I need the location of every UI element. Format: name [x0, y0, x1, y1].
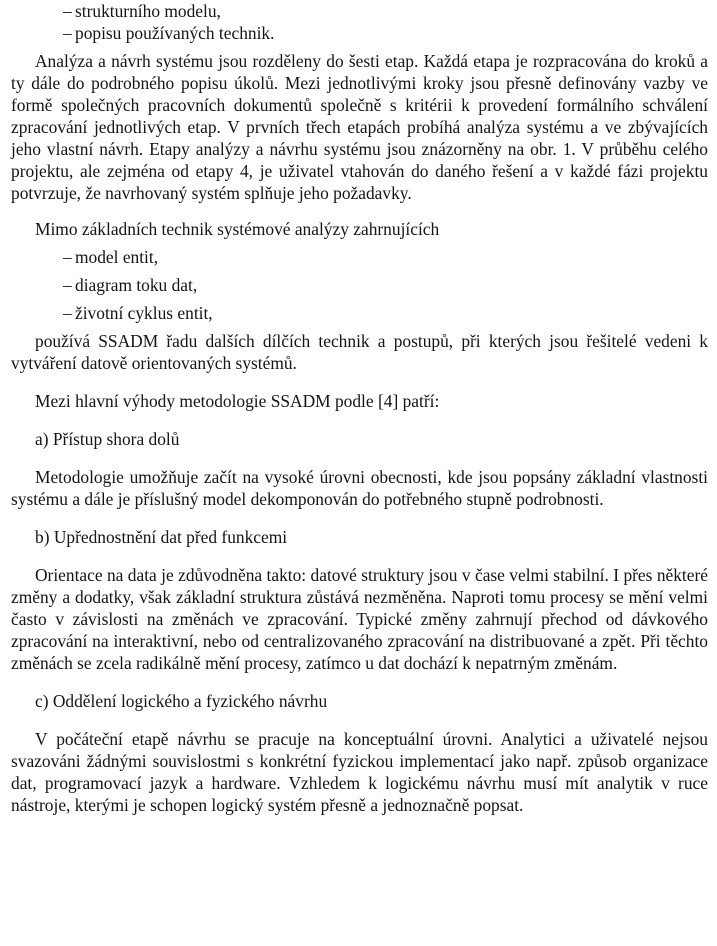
dash-bullet — [63, 0, 72, 22]
document-body — [11, 0, 708, 816]
paragraph-techniques-intro: Mimo základních technik systémové analýzy zahrnujících — [35, 219, 440, 239]
list-item — [11, 246, 708, 268]
section-text-c: V počáteční etapě návrhu se pracuje na konceptuální úrovni. Analytici a uživatelé nejsou svazováni žádnými souvislostmi s konkrétní fyzickou implementací jako např. způsob organizace dat, programovací jazyk a hardware. Vzhledem k logickému návrhu musí mít analytik v ruce nástroje, kterými je schopen logický systém přesně a jednoznačně popsat. — [11, 729, 708, 815]
list-item — [11, 274, 708, 296]
list-item-text: diagram toku dat, — [75, 275, 198, 295]
section-heading-b: b) Upřednostnění dat před funkcemi — [35, 527, 288, 547]
list-item-text: strukturního modelu, — [75, 1, 221, 21]
dash-bullet — [63, 22, 72, 44]
list-item — [11, 22, 708, 44]
dash-bullet — [63, 274, 72, 296]
dash-bullet — [63, 246, 72, 268]
list-item-text: model entit, — [75, 247, 159, 267]
section-heading-c: c) Oddělení logického a fyzického návrhu — [35, 691, 328, 711]
list-item — [11, 0, 708, 22]
paragraph-advantages-intro: Mezi hlavní výhody metodologie SSADM podle [4] patří: — [35, 391, 440, 411]
list-item-text: popisu používaných technik. — [75, 23, 275, 43]
paragraph-analysis: Analýza a návrh systému jsou rozděleny do šesti etap. Každá etapa je rozpracována do kroků a ty dále do podrobného popisu úkolů. Mezi jednotlivými kroky jsou přesně definovány vazby ve formě společných pracovních dokumentů společně s kritérii k provedení formálního schválení zpracování jednotlivých etap. V prvních třech etapách probíhá analýza systému a ve zbývajících jeho vlastní návrh. Etapy analýzy a návrhu systému jsou znázorněny na obr. 1. V průběhu celého projektu, ale zejména od etapy 4, je uživatel vtahován do daného řešení a v každé fázi projektu potvrzuje, že navrhovaný systém splňuje jeho požadavky. — [11, 51, 708, 203]
list-item-text: životní cyklus entit, — [75, 303, 213, 323]
paragraph-ssadm-uses: používá SSADM řadu dalších dílčích technik a postupů, při kterých jsou řešitelé vedeni k vytváření datově orientovaných systémů. — [11, 331, 708, 373]
list-item — [11, 302, 708, 324]
section-text-b: Orientace na data je zdůvodněna takto: datové struktury jsou v čase velmi stabilní. I přes některé změny a dodatky, však základní struktura zůstává nezměněna. Naproti tomu procesy se mění velmi často v závislosti na změnách ve zpracování. Typické změny zahrnují přechod od dávkového zpracování na interaktivní, nebo od centralizovaného zpracování na distribuované a zpět. Při těchto změnách se zcela radikálně mění procesy, zatímco u dat dochází k nepatrným změnám. — [11, 565, 708, 673]
section-text-a: Metodologie umožňuje začít na vysoké úrovni obecnosti, kde jsou popsány základní vlastnosti systému a dále je příslušný model dekomponován do potřebného stupně podrobnosti. — [11, 467, 708, 509]
dash-bullet — [63, 302, 72, 324]
section-heading-a: a) Přístup shora dolů — [35, 429, 180, 449]
